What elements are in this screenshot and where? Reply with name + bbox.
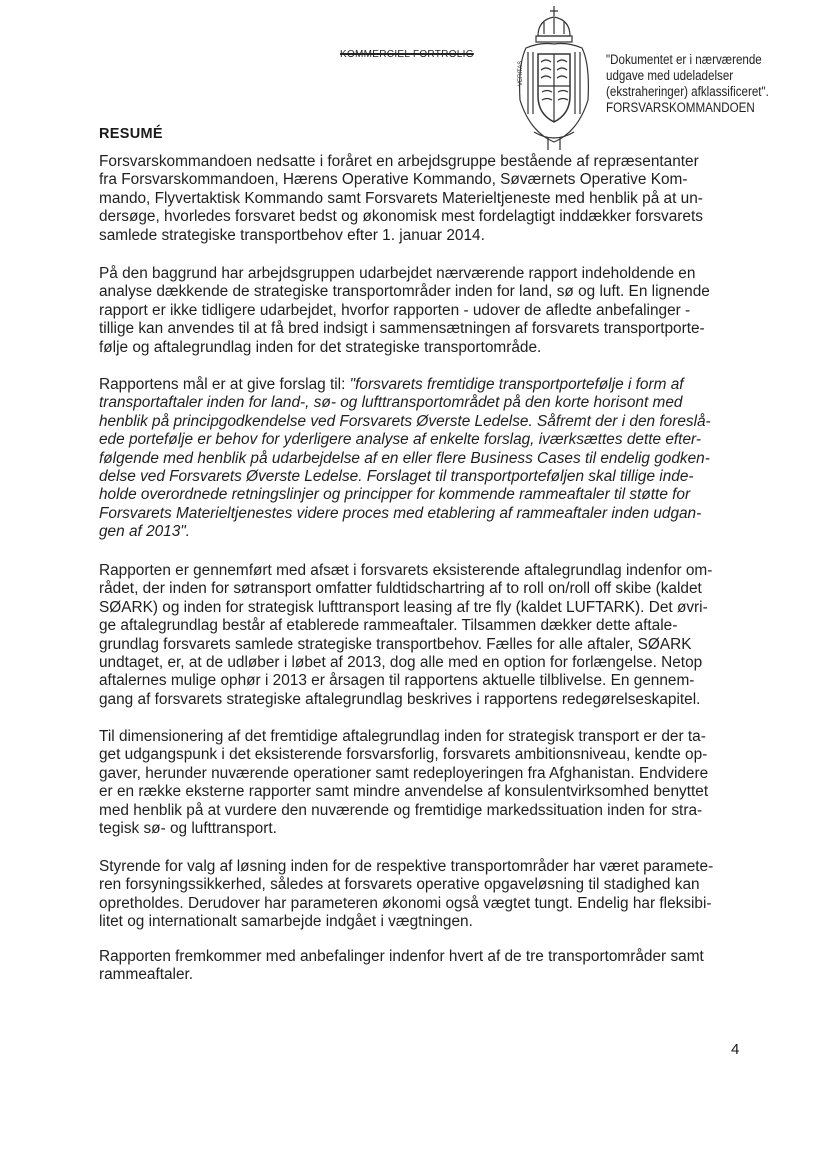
text-line: mando, Flyvertaktisk Kommando samt Forsvarets Materieltjeneste med henblik på at un- (99, 189, 703, 207)
text-line: litet og internationalt samarbejde indgået i vægtningen. (99, 913, 473, 931)
stamp-line: (ekstraheringer) afklassificeret". (606, 84, 769, 99)
text-line: rammeaftaler. (99, 966, 194, 984)
text-line: opretholdes. Derudover har parameteren økonomi også vægtet tungt. Endelig har fleksibi- (99, 894, 712, 912)
text-line: holde overordnede retningslinjer og principper for kommende rammeaftaler til støtte for (99, 486, 691, 504)
stamp-line: "Dokumentet er i nærværende (606, 52, 762, 67)
text-line: Forsvarets Materieltjenestes videre proces med etablering af rammeaftaler inden udgan- (99, 504, 702, 522)
text-line: Til dimensionering af det fremtidige aftalegrundlag inden for strategisk transport er der ta- (99, 728, 706, 745)
stamp-line: udgave med udeladelser (606, 68, 734, 83)
text-line: gen af 2013". (99, 523, 191, 541)
text-line: ren forsyningssikkerhed, således at forsvarets operative opgaveløsning til stadighed kan (99, 876, 700, 894)
text-line: rådet, der inden for søtransport omfatter fuldtidschartring af to roll on/roll off skibe (kaldet (99, 580, 702, 598)
text-line: Forsvarskommandoen nedsatte i foråret en arbejdsgruppe bestående af repræsentanter (99, 153, 699, 170)
paragraph-1 (99, 153, 739, 245)
text-line: samlede strategiske transportbehov efter 1. januar 2014. (99, 226, 485, 244)
text-line: På den baggrund har arbejdsgruppen udarbejdet nærværende rapport indeholdende en (99, 265, 696, 282)
declassification-stamp (606, 52, 769, 116)
text-line: undtaget, er, at de udløber i løbet af 2013, dog alle med en option for forlængelse. Netop (99, 654, 703, 672)
stamp-line: FORSVARSKOMMANDOEN (606, 100, 755, 115)
text-line: tillige kan anvendes til at få bred indsigt i sammensætningen af forsvarets transportporte- (99, 320, 705, 338)
text-line: grundlag forsvarets samlede strategiske transportbehov. Fælles for alle aftaler, SØARK (99, 635, 692, 653)
text-line: delse ved Forsvarets Øverste Ledelse. Forslaget til transportporteføljen skal tillige inde- (99, 468, 694, 486)
classification-marking: KOMMERCIEL FORTROLIG (340, 49, 474, 60)
text-line: dersøge, hvorledes forsvaret bedst og økonomisk mest fordelagtigt inddækker forsvarets (99, 208, 703, 226)
text-line: SØARK) og inden for strategisk lufttransport leasing af tre fly (kaldet LUFTARK). Det øvri- (99, 598, 708, 616)
coat-of-arms-seal (508, 4, 600, 154)
text-line: ede portefølje er behov for yderligere analyse af enkelte forslag, iværksættes dette efter- (99, 431, 701, 449)
paragraph-2 (99, 265, 739, 357)
text-line: Styrende for valg af løsning inden for de respektive transportområder har været paramete- (99, 858, 714, 875)
text-line: aftalernes mulige ophør i 2013 er årsagen til rapportens aktuelle tilblivelse. En gennem- (99, 672, 695, 690)
text-line: Rapporten fremkommer med anbefalinger indenfor hvert af de tre transportområder samt (99, 948, 704, 965)
text-line: transportaftaler inden for land-, sø- og lufttransportområdet på den korte horisont med (99, 394, 683, 412)
paragraph-5 (99, 728, 739, 838)
quote-start: "forsvarets fremtidige transportportefølje i form af (349, 376, 684, 393)
text-line: tegisk sø- og lufttransport. (99, 820, 277, 838)
paragraph-3 (99, 376, 739, 542)
text-line: rapport er ikke tidligere udarbejdet, hvorfor rapporten - udover de afledte anbefalinger - (99, 301, 691, 319)
text-line: følje og aftalegrundlag inden for det strategiske transportområde. (99, 338, 542, 356)
paragraph-4 (99, 562, 739, 709)
text-line: get udgangspunk i det eksisterende forsvarsforlig, forsvarets ambitionsniveau, kendte op- (99, 746, 708, 764)
text-line (99, 376, 739, 394)
text-line: er en række eksterne rapporter samt mindre anvendelse af konsulentvirksomhed benyttet (99, 783, 709, 801)
text-line: gang af forsvarets strategiske aftalegrundlag beskrives i rapportens redegørelseskapitel. (99, 690, 701, 708)
paragraph-6 (99, 858, 739, 932)
text-line: analyse dækkende de strategiske transportområder inden for land, sø og luft. En lignende (99, 283, 710, 301)
text-line: henblik på principgodkendelse ved Forsvarets Øverste Ledelse. Såfremt der i den foreslå- (99, 412, 711, 430)
text-line: gaver, herunder nuværende operationer samt redeployeringen fra Afghanistan. Endvidere (99, 764, 709, 782)
text-line: Rapporten er gennemført med afsæt i forsvarets eksisterende aftalegrundlag indenfor om- (99, 562, 713, 579)
page-number: 4 (731, 1041, 740, 1058)
text-line: med henblik på at vurdere den nuværende og fremtidige markedssituation inden for stra- (99, 801, 703, 819)
section-title: RESUMÉ (99, 126, 163, 142)
text-line: ge aftalegrundlag består af etablerede rammeaftaler. Tilsammen dækker dette aftale- (99, 617, 678, 635)
paragraph-lead: Rapportens mål er at give forslag til: (99, 376, 350, 393)
paragraph-7 (99, 948, 739, 985)
text-line: fra Forsvarskommandoen, Hærens Operative Kommando, Søværnets Operative Kom- (99, 171, 688, 189)
seal-motto: VERITAS (518, 60, 524, 86)
text-line: følgende med henblik på udarbejdelse af en eller flere Business Cases til endelig godken- (99, 449, 710, 467)
